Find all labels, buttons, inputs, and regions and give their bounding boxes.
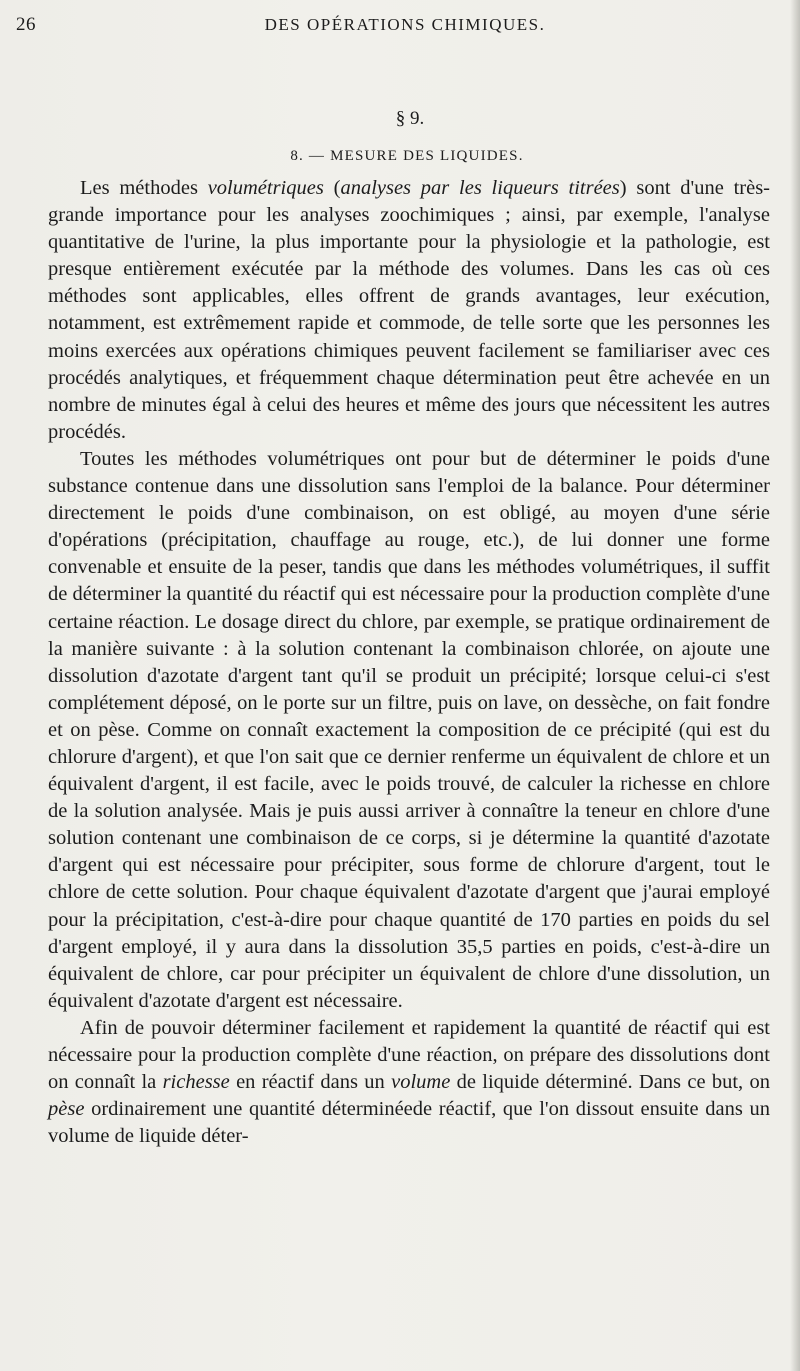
page-edge-shadow bbox=[790, 0, 800, 1371]
paragraph-3-start: Afin de pouvoir déterminer facilement et rapidement la quantité de réactif qui est nécessaire pour la production complète d'une réaction, on prépare des dissolutions dont on connaît la bbox=[48, 1016, 770, 1094]
running-head: DES OPÉRATIONS CHIMIQUES. bbox=[264, 15, 546, 34]
paragraph-1-start: Les méthodes bbox=[80, 177, 208, 199]
section-heading: § 9. bbox=[395, 108, 425, 129]
paragraph-3-mid: en réactif dans un bbox=[229, 1071, 392, 1094]
italic-term: richesse bbox=[162, 1071, 230, 1094]
italic-term: pèse bbox=[48, 1098, 85, 1121]
paragraph-3-rest: ordinairement une quantité déterminéede réactif, que l'on dissout ensuite dans un volume de liquide déter- bbox=[48, 1098, 770, 1148]
paragraph-3 bbox=[48, 1015, 770, 1150]
paragraph-2: Toutes les méthodes volumétriques ont pour but de déterminer le poids d'une substance contenue dans une dissolution sans l'emploi de la balance. Pour déterminer directement le poids d'une combinaison, on est obligé, au moyen d'une série d'opérations (précipitation, chauffage au rouge, etc.), de lui donner une forme convenable et ensuite de la peser, tandis que dans les méthodes volumétriques, il suffit de déterminer la quantité du réactif qui est nécessaire pour la production complète d'une certaine réaction. Le dosage direct du chlore, par exemple, se pratique ordinairement de la manière suivante : à la solution contenant la combinaison chlorée, on ajoute une dissolution d'azotate d'argent tant qu'il se produit un précipité; lorsque celui-ci s'est complétement déposé, on le porte sur un filtre, puis on lave, on dessèche, on fait fondre et on pèse. Comme on connaît exactement la composition de ce précipité (qui est du chlorure d'argent), et que l'on sait que ce dernier renferme un équivalent de chlore et un équivalent d'argent, il est facile, avec le poids trouvé, de calculer la richesse en chlore de la solution analysée. Mais je puis aussi arriver à connaître la teneur en chlore d'une solution contenant une combinaison de ce corps, si je détermine la quantité d'azotate d'argent qui est nécessaire pour précipiter, sous forme de chlorure d'argent, tout le chlore de cette solution. Pour chaque équivalent d'azotate d'argent que j'aurai employé pour la précipitation, c'est-à-dire pour chaque quantité de 170 parties en poids du sel d'argent employé, il y aura dans la dissolution 35,5 parties en poids, c'est-à-dire un équivalent de chlore, car pour précipiter un équivalent de chlore d'une dissolution, un équivalent d'azotate d'argent est nécessaire. bbox=[48, 447, 770, 1012]
paragraph-1 bbox=[48, 175, 770, 446]
page-number: 26 bbox=[16, 14, 36, 35]
paragraph-1-mid: ( bbox=[323, 177, 341, 199]
italic-term: analyses par les liqueurs titrées bbox=[340, 177, 620, 199]
italic-term: volume bbox=[391, 1071, 451, 1094]
body-text bbox=[48, 175, 770, 1150]
italic-term: volumétriques bbox=[207, 177, 324, 199]
paragraph-1-rest: ) sont d'une très-grande importance pour les analyses zoochimiques ; ainsi, par exemple, l'analyse quantitative de l'urine, la plus importante pour la physiologie et la pathologie, est presque entièrement exécutée par la méthode des volumes. Dans les cas où ces méthodes sont applicables, elles offrent de grands avantages, leur exécution, notamment, est extrêmement rapide et commode, de telle sorte que les personnes les moins exercées aux opérations chimiques peuvent facilement se familiariser avec ces procédés analytiques, et fréquemment chaque détermination peut être achevée en un nombre de minutes égal à celui des heures et même des jours que nécessitent les autres procédés. bbox=[48, 177, 771, 443]
paragraph-3-mid2: de liquide déterminé. Dans ce but, on bbox=[450, 1071, 770, 1094]
subsection-heading: 8. — MESURE DES LIQUIDES. bbox=[290, 148, 524, 164]
